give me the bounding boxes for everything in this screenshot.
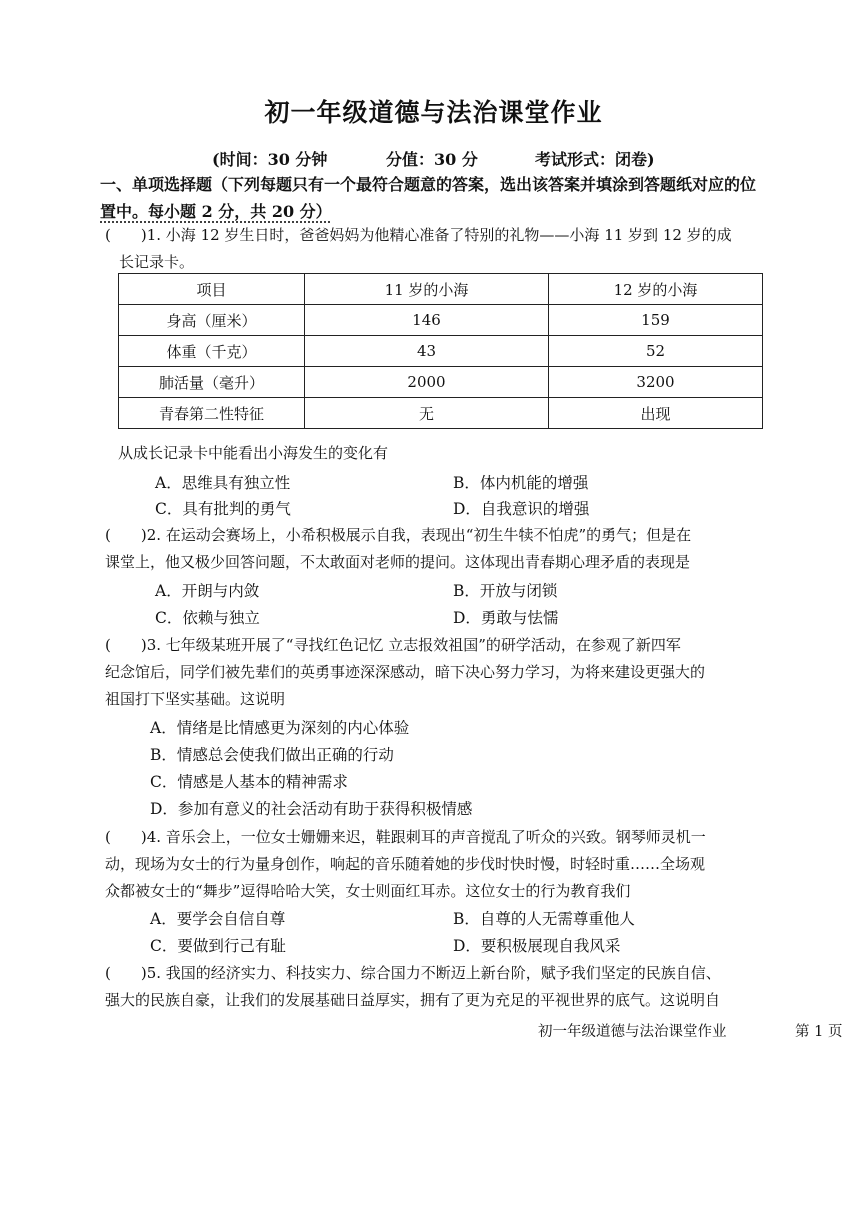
question-3-stem-line3: 祖国打下坚实基础。这说明 bbox=[105, 690, 286, 708]
option-c[interactable]: C．情感是人基本的精神需求 bbox=[150, 773, 348, 791]
table-header-cell: 12 岁的小海 bbox=[549, 274, 763, 305]
option-a[interactable]: A．开朗与内敛 bbox=[155, 582, 260, 600]
question-2 bbox=[105, 522, 785, 576]
table-cell: 身高（厘米） bbox=[119, 305, 305, 336]
question-5-stem-line1: 5. 我国的经济实力、科技实力、综合国力不断迈上新台阶，赋予我们坚定的民族自信、 bbox=[146, 964, 721, 982]
question-2-stem-line2: 课堂上，他又极少回答问题，不太敢面对老师的提问。这体现出青春期心理矛盾的表现是 bbox=[105, 553, 691, 571]
question-1-stem-line1: 1. 小海 12 岁生日时，爸爸妈妈为他精心准备了特别的礼物——小海 11 岁到 12 岁的成 bbox=[146, 226, 732, 244]
option-c[interactable]: C．要做到行己有耻 bbox=[150, 937, 286, 955]
table-cell: 青春第二性特征 bbox=[119, 398, 305, 429]
question-3-stem-line1: 3. 七年级某班开展了“寻找红色记忆 立志报效祖国”的研学活动，在参观了新四军 bbox=[146, 636, 681, 654]
question-2-stem-line1: 2. 在运动会赛场上，小希积极展示自我，表现出“初生牛犊不怕虎”的勇气；但是在 bbox=[146, 526, 692, 544]
answer-blank[interactable]: ( ) bbox=[105, 526, 147, 544]
answer-blank[interactable]: ( ) bbox=[105, 828, 147, 846]
question-4-stem-line1: 4. 音乐会上，一位女士姗姗来迟，鞋跟刺耳的声音搅乱了听众的兴致。钢琴师灵机一 bbox=[146, 828, 706, 846]
option-a[interactable]: A．思维具有独立性 bbox=[155, 474, 291, 492]
table-header-row bbox=[119, 274, 763, 305]
question-4-stem-line2: 动，现场为女士的行为量身创作，响起的音乐随着她的步伐时快时慢，时轻时重……全场观 bbox=[105, 855, 706, 873]
question-4-stem-line3: 众都被女士的“舞步”逗得哈哈大笑，女士则面红耳赤。这位女士的行为教育我们 bbox=[105, 882, 631, 900]
option-d[interactable]: D．参加有意义的社会活动有助于获得积极情感 bbox=[150, 800, 473, 818]
question-3 bbox=[105, 632, 785, 713]
exam-form-info: 考试形式：闭卷) bbox=[535, 150, 655, 169]
time-info: (时间：30 分钟 bbox=[212, 150, 328, 169]
option-b[interactable]: B．体内机能的增强 bbox=[453, 474, 589, 492]
option-d[interactable]: D．自我意识的增强 bbox=[453, 500, 590, 518]
table-cell: 无 bbox=[305, 398, 549, 429]
question-1-stem-line2: 长记录卡。 bbox=[119, 253, 195, 271]
question-1 bbox=[105, 222, 785, 276]
table-cell: 肺活量（毫升） bbox=[119, 367, 305, 398]
table-cell: 43 bbox=[305, 336, 549, 367]
answer-blank[interactable]: ( ) bbox=[105, 964, 147, 982]
page-title: 初一年级道德与法治课堂作业 bbox=[264, 98, 603, 127]
option-a[interactable]: A．情绪是比情感更为深刻的内心体验 bbox=[150, 719, 410, 737]
table-cell: 出现 bbox=[549, 398, 763, 429]
answer-blank[interactable]: ( ) bbox=[105, 636, 147, 654]
table-header-cell: 项目 bbox=[119, 274, 305, 305]
table-header-cell: 11 岁的小海 bbox=[305, 274, 549, 305]
option-c[interactable]: C．具有批判的勇气 bbox=[155, 500, 291, 518]
option-d[interactable]: D．勇敢与怯懦 bbox=[453, 609, 559, 627]
section-heading-line2: 置中。每小题 2 分，共 20 分） bbox=[100, 202, 332, 221]
footer-title: 初一年级道德与法治课堂作业 bbox=[538, 1024, 727, 1040]
option-d[interactable]: D．要积极展现自我风采 bbox=[453, 937, 621, 955]
table-row bbox=[119, 367, 763, 398]
table-cell: 2000 bbox=[305, 367, 549, 398]
option-a[interactable]: A．要学会自信自尊 bbox=[150, 910, 286, 928]
table-row bbox=[119, 336, 763, 367]
growth-record-table bbox=[118, 273, 763, 429]
table-cell: 146 bbox=[305, 305, 549, 336]
table-row bbox=[119, 305, 763, 336]
option-b[interactable]: B．开放与闭锁 bbox=[453, 582, 558, 600]
question-5 bbox=[105, 960, 785, 1014]
score-info: 分值：30 分 bbox=[386, 150, 478, 169]
table-cell: 3200 bbox=[549, 367, 763, 398]
page-number: 第 1 页 bbox=[795, 1024, 843, 1040]
option-b[interactable]: B．自尊的人无需尊重他人 bbox=[453, 910, 635, 928]
option-c[interactable]: C．依赖与独立 bbox=[155, 609, 260, 627]
question-5-stem-line2: 强大的民族自豪，让我们的发展基础日益厚实，拥有了更为充足的平视世界的底气。这说明自 bbox=[105, 991, 721, 1009]
option-b[interactable]: B．情感总会使我们做出正确的行动 bbox=[150, 746, 394, 764]
table-cell: 体重（千克） bbox=[119, 336, 305, 367]
table-cell: 159 bbox=[549, 305, 763, 336]
question-1-prompt: 从成长记录卡中能看出小海发生的变化有 bbox=[118, 444, 389, 462]
answer-blank[interactable]: ( ) bbox=[105, 226, 147, 244]
table-row bbox=[119, 398, 763, 429]
question-3-stem-line2: 纪念馆后，同学们被先辈们的英勇事迹深深感动，暗下决心努力学习，为将来建设更强大的 bbox=[105, 663, 706, 681]
table-cell: 52 bbox=[549, 336, 763, 367]
section-heading bbox=[100, 171, 790, 225]
section-heading-line1: 一、单项选择题（下列每题只有一个最符合题意的答案，选出该答案并填涂到答题纸对应的位 bbox=[100, 175, 757, 194]
question-4 bbox=[105, 824, 785, 905]
